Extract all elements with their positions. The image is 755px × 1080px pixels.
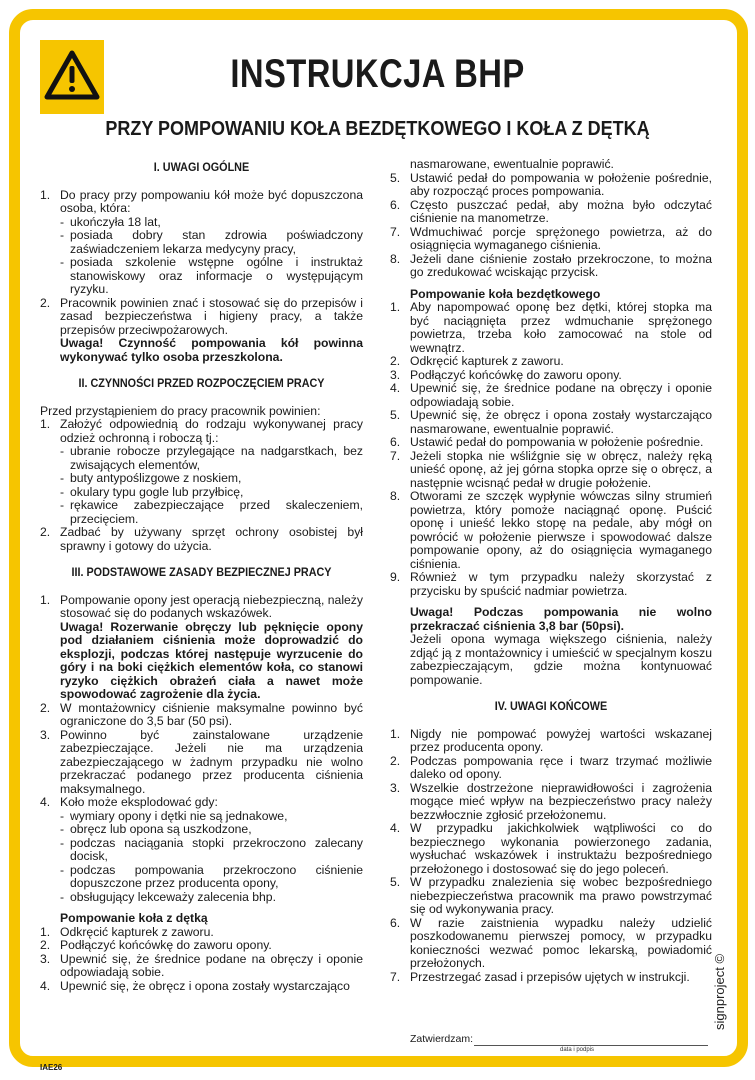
list-item: 4. Upewnić się, że obręcz i opona zostały wystarczająco	[40, 978, 350, 993]
dash-item: - ubranie robocze przylegające na nadgarstkach, bez zwisających elementów,	[60, 444, 363, 472]
warning-note: Uwaga! Czynność pompowania kół powinna wykonywać tylko osoba przeszkolona.	[60, 336, 363, 364]
list-item: 1. Do pracy przy pompowaniu kół może być dopuszczona osoba, która:	[40, 187, 363, 215]
right-column	[390, 158, 712, 984]
list-item: 2. Zadbać by używany sprzęt ochrony osobistej był sprawny i gotowy do użycia.	[40, 525, 363, 553]
dash-item: - buty antypoślizgowe z noskiem,	[60, 471, 242, 485]
list-item: 5. W przypadku znalezienia się wobec bezpośredniego niebezpieczeństwa pracownik ma prawo powstrzymać się od wykonywania pracy.	[390, 875, 712, 916]
paragraph: Jeżeli opona wymaga większego ciśnienia, należy zdjąć ją z montażownicy i umieścić w specjalnym koszu zabezpieczającym, gdzie można kontynuować pompowanie.	[410, 632, 712, 687]
dash-item: - rękawice zabezpieczające przed skaleczeniem, przecięciem.	[60, 498, 363, 526]
dash-item: - podczas pompowania przekroczono ciśnienie dopuszczone przez producenta opony,	[60, 862, 363, 890]
page-subtitle: PRZY POMPOWANIU KOŁA BEZDĘTKOWEGO I KOŁA Z DĘTKĄ	[105, 118, 650, 140]
paragraph: Przed przystąpieniem do pracy pracownik powinien:	[40, 403, 321, 418]
list-item: 2. Podczas pompowania ręce i twarz trzymać możliwie daleko od opony.	[390, 753, 712, 781]
list-item: 2. Odkręcić kapturek z zaworu.	[390, 354, 564, 368]
dash-item: - okulary typu gogle lub przyłbicę,	[60, 484, 244, 499]
dash-item: - wymiary opony i dętki nie są jednakowe,	[60, 808, 288, 823]
list-item: 1. Odkręcić kapturek z zaworu.	[40, 924, 214, 939]
subheading-tube: Pompowanie koła z dętką	[60, 911, 208, 925]
list-item: 4. W przypadku jakichkolwiek wątpliwości co do bezpiecznego wykonania powierzonego zadania, wysłuchać wskazówek i instruktażu bezpośredniego przełożonego i dostosować się do jego poleceń.	[390, 821, 712, 876]
dash-item: - podczas naciągania stopki przekroczono zalecany docisk,	[60, 835, 363, 863]
left-column	[40, 158, 363, 993]
list-item: 1. Aby napompować oponę bez dętki, której stopka ma być naciągnięta przez wdmuchanie sprężonego powietrza, trzeba koło zamocować na stole od wewnątrz.	[390, 300, 712, 355]
list-item: 7. Przestrzegać zasad i przepisów ujętych w instrukcji.	[390, 969, 690, 984]
list-item: 1. Pompowanie opony jest operacją niebezpieczną, należy stosować się do podanych wskazówek.	[40, 592, 363, 620]
list-item: 7. Wdmuchiwać porcje sprężonego powietrza, aż do osiągnięcia wymaganego ciśnienia.	[390, 224, 712, 252]
dash-item: - posiada szkolenie wstępne ogólne i instruktaż stanowiskowy oraz informacje o występującym ryzyku.	[60, 255, 363, 296]
list-item: 3. Powinno być zainstalowane urządzenie zabezpieczające. Jeżeli nie ma urządzenia zabezpieczającego w żadnym przypadku nie wolno przekraczać podanego przez producenta ciśnienia maksymalnego.	[40, 727, 363, 796]
list-item: 8. Otworami ze szczęk wypłynie wówczas silny strumień powietrza, który pomoże naciągnąć oponę. Puścić oponę i unieść lekko stopę na pedale, aby mógł on powrócić w położenie pierwsze i spowodować dalsze pompowanie opony, aż do osiągnięcia wymaganego ciśnienia.	[390, 489, 712, 571]
warning-note: Uwaga! Podczas pompowania nie wolno przekraczać ciśnienia 3,8 bar (50psi).	[410, 605, 712, 633]
list-item: 1. Założyć odpowiednią do rodzaju wykonywanej pracy odzież ochronną i roboczą tj.:	[40, 417, 363, 445]
list-item: 5. Upewnić się, że obręcz i opona zostały wystarczająco nasmarowane, ewentualnie poprawić.	[390, 408, 712, 436]
signature-line	[474, 1045, 708, 1046]
section-heading-before-work: II. CZYNNOŚCI PRZED ROZPOCZĘCIEM PRACY	[78, 376, 325, 390]
list-item: 3. Wszelkie dostrzeżone nieprawidłowości i zagrożenia mogące mieć wpływ na bezpieczeństwo pracy należy bezzwłocznie zgłosić przełożonemu.	[390, 780, 712, 822]
section-heading-final: IV. UWAGI KOŃCOWE	[494, 699, 608, 713]
section-heading-general: I. UWAGI OGÓLNE	[153, 160, 250, 174]
list-item: 2. W montażownicy ciśnienie maksymalne powinno być ograniczone do 3,5 bar (50 psi).	[40, 700, 363, 728]
signature-caption: data i podpis	[560, 1047, 595, 1053]
list-item: 2. Podłączyć końcówkę do zaworu opony.	[40, 938, 272, 952]
list-item: 6. Ustawić pedał do pompowania w położenie pośrednie.	[390, 435, 704, 449]
document-code: IAE26	[40, 1063, 63, 1072]
warning-note: Uwaga! Rozerwanie obręczy lub pęknięcie opony pod działaniem ciśnienia może doprowadzić do eksplozji, podczas której następuje wyrzucenie do góry i na boki ciężkich elementów koła, co stanowi ryzyko ciężkich obrażeń ciała a nawet może spowodować zagrożenie dla życia.	[60, 619, 363, 701]
list-item: 6. Często puszczać pedał, aby można było odczytać ciśnienie na manometrze.	[390, 197, 712, 225]
dash-item: - ukończyła 18 lat,	[60, 214, 161, 229]
page-title: INSTRUKCJA BHP	[230, 52, 525, 96]
list-item: 6. W razie zaistnienia wypadku należy udzielić poszkodowanemu pierwszej pomocy, w przypadku konieczności wezwać pomoc lekarską, powiadomić przełożonych.	[390, 915, 712, 970]
list-item: 8. Jeżeli dane ciśnienie zostało przekroczone, to można go zredukować wciskając przycisk.	[390, 251, 712, 279]
subheading-tubeless: Pompowanie koła bezdętkowego	[410, 286, 601, 301]
dash-item: - obręcz lub opona są uszkodzone,	[60, 822, 252, 836]
section-heading-safety-rules: III. PODSTAWOWE ZASADY BEZPIECZNEJ PRACY	[71, 565, 332, 579]
list-item: 4. Upewnić się, że średnice podane na obręczy i oponie odpowiadają sobie.	[390, 381, 712, 409]
list-item: 1. Nigdy nie pompować powyżej wartości wskazanej przez producenta opony.	[390, 726, 712, 754]
approval-label: Zatwierdzam:	[410, 1033, 474, 1045]
dash-item: - posiada dobry stan zdrowia poświadczony zaświadczeniem lekarza medycyny pracy,	[60, 228, 363, 256]
list-item: 2. Pracownik powinien znać i stosować się do przepisów i zasad bezpieczeństwa i higieny pracy, a także przepisów przeciwpożarowych.	[40, 295, 363, 337]
list-item: 4. Koło może eksplodować gdy:	[40, 795, 218, 809]
dash-item: - obsługujący lekceważy zalecenia bhp.	[60, 889, 276, 904]
list-item: 9. Również w tym przypadku należy skorzystać z przycisku by spuścić nadmiar powietrza.	[390, 570, 712, 598]
list-item: 7. Jeżeli stopka nie wśliźgnie się w obręcz, należy ręką unieść oponę, aż jej górna stopka oprze się o obręcz, a następnie wcisnąć pedał w drugie położenie.	[390, 448, 712, 490]
list-item-continuation: nasmarowane, ewentualnie poprawić.	[410, 157, 614, 171]
list-item: 5. Ustawić pedał do pompowania w położenie pośrednie, aby rozpocząć proces pompowania.	[390, 170, 712, 198]
brand-mark: signproject ©	[712, 953, 727, 1030]
list-item: 3. Podłączyć końcówkę do zaworu opony.	[390, 367, 622, 382]
list-item: 3. Upewnić się, że średnice podane na obręczy i oponie odpowiadają sobie.	[40, 951, 363, 979]
